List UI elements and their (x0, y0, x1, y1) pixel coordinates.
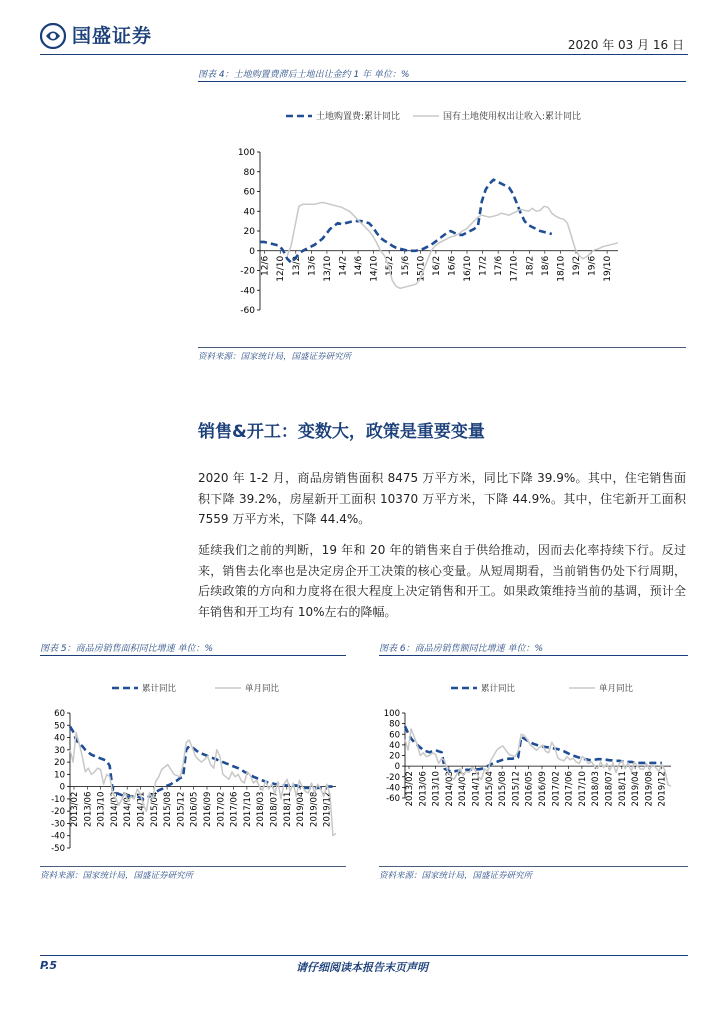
y-tick-label: -50 (51, 844, 65, 854)
x-tick-label: 16/2 (431, 255, 442, 276)
figure-5-title: 图表 5：商品房销售面积同比增速 单位：% (40, 644, 214, 654)
footer-disclaimer: 请仔细阅读本报告末页声明 (296, 961, 428, 974)
x-tick-label: 12/6 (260, 255, 271, 276)
x-tick-label: 2015/12 (176, 791, 187, 827)
x-tick-label: 2013/06 (418, 771, 429, 807)
y-tick-label: 60 (389, 730, 400, 741)
x-tick-label: 2017/02 (216, 791, 227, 827)
figure-6-chart (379, 658, 688, 866)
x-tick-label: 2014/11 (136, 791, 147, 827)
y-tick-label: 80 (243, 167, 255, 178)
x-tick-label: 2013/02 (404, 771, 415, 807)
report-date: 2020 年 03 月 16 日 (567, 38, 684, 52)
x-tick-label: 14/10 (369, 255, 380, 282)
x-tick-label: 2013/02 (69, 791, 80, 827)
legend-label: 土地购置费:累计同比 (316, 112, 401, 122)
x-tick-label: 15/10 (416, 255, 427, 282)
y-tick-label: -40 (240, 286, 255, 297)
y-tick-label: 20 (389, 751, 400, 762)
x-tick-label: 18/6 (540, 255, 551, 276)
x-tick-label: 2017/06 (229, 791, 240, 827)
x-tick-label: 2018/07 (269, 791, 280, 827)
y-tick-label: -60 (240, 306, 255, 316)
figure-5-chart (40, 658, 346, 866)
x-tick-label: 2014/07 (458, 771, 469, 807)
x-tick-label: 2014/03 (109, 791, 120, 827)
x-tick-label: 2018/03 (591, 771, 602, 807)
x-tick-label: 2017/10 (577, 771, 588, 807)
x-tick-label: 2015/04 (484, 771, 495, 807)
x-tick-label: 2014/03 (444, 771, 455, 807)
y-tick-label: 10 (54, 770, 65, 781)
y-tick-label: -40 (51, 831, 65, 842)
footer-divider (40, 955, 688, 956)
figure-4-chart (198, 84, 686, 346)
series-line-cumulative (70, 727, 336, 799)
header-divider (40, 54, 688, 55)
figure-4-title: 图表 4：土地购置费滞后土地出让金约 1 年 单位：% (198, 70, 410, 80)
x-tick-label: 2013/10 (431, 771, 442, 807)
y-tick-label: 100 (383, 709, 400, 719)
y-tick-label: 20 (54, 758, 65, 769)
x-tick-label: 2014/07 (123, 791, 134, 827)
x-tick-label: 14/2 (338, 255, 349, 276)
y-tick-label: -20 (51, 807, 65, 818)
logo-text: 国盛证券 (72, 25, 153, 47)
x-tick-label: 13/10 (322, 255, 333, 282)
x-tick-label: 2014/11 (471, 771, 482, 807)
paragraph-1: 2020 年 1-2 月，商品房销售面积 8475 万平方米，同比下降 39.9%。其中，住宅销售面积下降 39.2%，房屋新开工面积 10370 万平方米，下降 44.9%。其中，住宅新开工面积 7559 万平方米，下降 44.4%。 (198, 471, 686, 526)
y-tick-label: -40 (386, 783, 400, 794)
y-tick-label: 0 (59, 782, 65, 793)
x-tick-label: 13/6 (307, 255, 318, 276)
legend-label: 累计同比 (481, 684, 516, 694)
legend-label: 单月同比 (599, 684, 634, 694)
figure-6-source: 资料来源：国家统计局，国盛证券研究所 (379, 871, 533, 881)
legend-label: 单月同比 (245, 684, 280, 694)
x-tick-label: 16/6 (447, 255, 458, 276)
x-tick-label: 15/2 (385, 255, 396, 276)
x-tick-label: 2019/04 (296, 791, 307, 827)
x-tick-label: 13/2 (291, 255, 302, 276)
x-tick-label: 2017/10 (242, 791, 253, 827)
figure-6-top-rule (379, 655, 688, 656)
logo-icon (40, 23, 66, 49)
y-tick-label: 0 (249, 246, 255, 257)
y-tick-label: 60 (243, 187, 255, 198)
y-tick-label: -20 (240, 266, 255, 277)
x-tick-label: 2018/07 (604, 771, 615, 807)
y-tick-label: 20 (243, 227, 255, 237)
x-tick-label: 2016/09 (537, 771, 548, 807)
figure-5-top-rule (40, 655, 346, 656)
x-tick-label: 2018/11 (617, 771, 628, 807)
figure-4-bottom-rule (198, 347, 686, 348)
y-tick-label: 80 (389, 719, 400, 730)
x-tick-label: 2019/12 (657, 771, 668, 807)
figure-6-bottom-rule (379, 866, 688, 867)
section-heading: 销售&开工：变数大，政策是重要变量 (198, 422, 485, 442)
figure-6-title: 图表 6：商品房销售额同比增速 单位：% (379, 644, 544, 654)
x-tick-label: 2019/12 (322, 791, 333, 827)
figure-5-source: 资料来源：国家统计局，国盛证券研究所 (40, 871, 194, 881)
y-tick-label: 50 (54, 721, 65, 732)
y-tick-label: -30 (51, 819, 65, 830)
x-tick-label: 2016/09 (202, 791, 213, 827)
page-number: P.5 (40, 959, 58, 972)
figure-4-top-rule (198, 81, 686, 82)
x-tick-label: 2015/04 (149, 791, 160, 827)
x-tick-label: 2015/08 (498, 771, 509, 807)
brand-logo (40, 22, 152, 50)
x-tick-label: 2016/05 (189, 791, 200, 827)
y-tick-label: 30 (54, 745, 65, 756)
y-tick-label: 0 (394, 762, 400, 773)
x-tick-label: 2019/08 (644, 771, 655, 807)
y-tick-label: 100 (237, 148, 255, 158)
x-tick-label: 2015/08 (163, 791, 174, 827)
y-tick-label: 40 (389, 740, 400, 751)
x-tick-label: 17/6 (494, 255, 505, 276)
y-tick-label: -60 (386, 794, 400, 804)
x-tick-label: 19/6 (587, 255, 598, 276)
x-tick-label: 14/6 (354, 255, 365, 276)
x-tick-label: 19/10 (603, 255, 614, 282)
x-tick-label: 2016/05 (524, 771, 535, 807)
y-tick-label: 40 (243, 207, 255, 218)
y-tick-label: 40 (54, 733, 65, 744)
x-tick-label: 2018/03 (256, 791, 267, 827)
x-tick-label: 19/2 (571, 255, 582, 276)
x-tick-label: 2017/02 (551, 771, 562, 807)
x-tick-label: 2013/06 (83, 791, 94, 827)
x-tick-label: 2019/04 (631, 771, 642, 807)
x-tick-label: 15/6 (400, 255, 411, 276)
series-line-cumulative (260, 180, 552, 263)
y-tick-label: 60 (54, 709, 65, 719)
x-tick-label: 2017/06 (564, 771, 575, 807)
figure-5-bottom-rule (40, 866, 346, 867)
x-tick-label: 17/2 (478, 255, 489, 276)
x-tick-label: 2013/10 (96, 791, 107, 827)
x-tick-label: 2015/12 (511, 771, 522, 807)
x-tick-label: 18/2 (525, 255, 536, 276)
x-tick-label: 12/10 (276, 255, 287, 282)
x-tick-label: 16/10 (463, 255, 474, 282)
y-tick-label: -20 (386, 772, 400, 783)
legend-label: 累计同比 (142, 684, 177, 694)
paragraph-2: 延续我们之前的判断，19 年和 20 年的销售来自于供给推动，因而去化率持续下行。反过来，销售去化率也是决定房企开工决策的核心变量。从短周期看，当前销售仍处下行周期，后续政策的方向和力度将在很大程度上决定销售和开工。如果政策维持当前的基调，预计全年销售和开工均有 10%左右的降幅。 (198, 543, 686, 619)
x-tick-label: 17/10 (509, 255, 520, 282)
x-tick-label: 2018/11 (282, 791, 293, 827)
x-tick-label: 18/10 (556, 255, 567, 282)
y-tick-label: -10 (51, 794, 65, 805)
x-tick-label: 2019/08 (309, 791, 320, 827)
legend-label: 国有土地使用权出让收入:累计同比 (443, 112, 582, 122)
figure-4-source: 资料来源：国家统计局，国盛证券研究所 (198, 352, 352, 362)
